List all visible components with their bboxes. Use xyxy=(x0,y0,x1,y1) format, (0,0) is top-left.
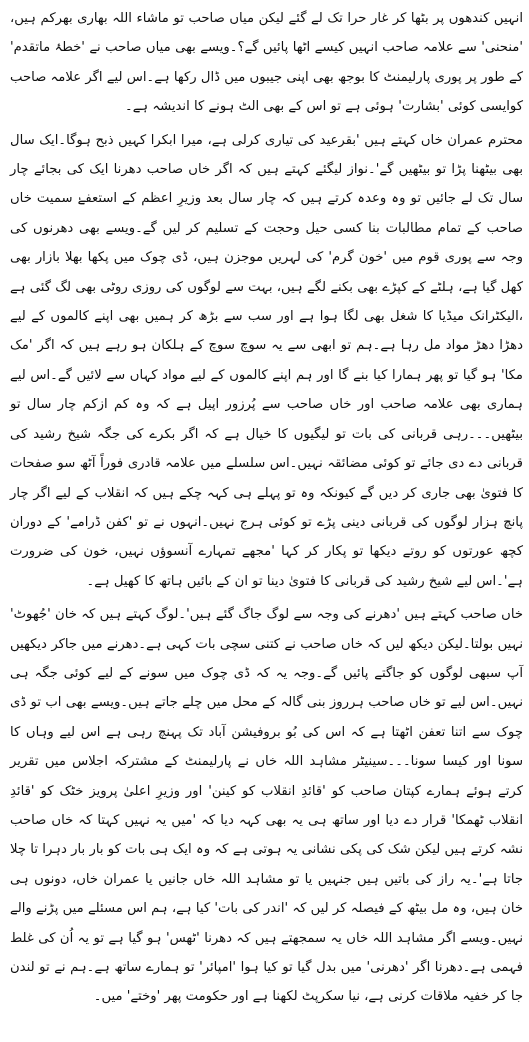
column-paragraph-3: خاں صاحب کہتے ہیں 'دھرنے کی وجہ سے لوگ جاگ گئے ہیں'۔لوگ کہتے ہیں کہ خان 'جُھوٹ' نہیں بولتا۔لیکن دیکھ لیں کہ خاں صاحب نے کتنی سچی بات کہی ہے۔دھرنے میں جاکر دیکھیں آپ سبھی لوگوں کو جاگتے پائیں گے۔وجہ یہ کہ ڈی چوک میں سونے کے لیے کوئی جگہ ہی نہیں۔اس لیے تو خاں صاحب ہرروز بنی گالہ کے محل میں چلے جاتے ہیں۔ویسے بھی اب تو ڈی چوک سے اتنا تعفن اٹھتا ہے کہ اس کی بُو بروفیشن آباد تک پہنچ رہی ہے اس لیے وہاں کا سونا اور کیسا سونا۔۔۔سینیٹر مشاہد اللہ خاں نے پارلیمنٹ کے مشترکہ اجلاس میں تقریر کرتے ہوئے ہمارے کپتان صاحب کو 'قائدِ انقلاب کو کینن' اور وزیرِ اعلیٰ پرویز خٹک کو 'قائدِ انقلاب ٹھمکا' قرار دے دیا اور ساتھ ہی یہ بھی کہہ دیا کہ 'میں یہ نہیں کہتا کہ خاں صاحب نشہ کرتے ہیں لیکن شک کی پکی نشانی یہ ہوتی ہے کہ وہ ایک ہی بات کو بار بار دہرا تا چلا جاتا ہے'۔یہ راز کی باتیں ہیں جنہیں یا تو مشاہد اللہ خاں جانیں یا عمران خاں، دونوں ہی خان ہیں، وہ مل بیٹھ کے فیصلہ کر لیں کہ 'اندر کی بات' کیا ہے، ہم اس مسئلے میں پڑنے والے نہیں۔ویسے اگر مشاہد اللہ خاں یہ سمجھتے ہیں کہ دھرنا 'ٹھس' ہو گیا ہے تو یہ اُن کی غلط فہمی ہے۔دھرنا اگر 'دھرنی' میں بدل گیا تو کیا ہوا 'امپائر' تو ہمارے ساتھ ہے۔ہم نے تو لندن جا کر خفیہ ملاقات کرنی ہے، نیا سکرپٹ لکھنا ہے اور حکومت پھر 'وختے' میں۔ xyxy=(10,607,523,1005)
column-paragraph-1: انہیں کندھوں پر بٹھا کر غار حرا تک لے گئے لیکن میاں صاحب تو ماشاء اللہ بھاری بھرکم ہیں، 'منحنی' سے علامہ صاحب انہیں کیسے اٹھا پائیں گے؟۔ویسے بھی میاں صاحب نے 'خطۂ ماتقدم' کے طور پر پوری پارلیمنٹ کا بوجھ بھی اپنی جیبوں میں ڈال رکھا ہے۔اس لیے اگر علامہ صاحب کوایسی کوئی 'بشارت' ہوئی ہے تو اس کے بھی الٹ ہونے کا اندیشہ ہے۔ xyxy=(10,11,523,115)
column-paragraph-2: محترم عمران خاں کہتے ہیں 'بقرعید کی تیاری کرلی ہے، میرا ابکرا کہیں ذبح ہوگا۔ایک سال بھی بیٹھنا پڑا تو بیٹھیں گے'۔نواز لیگئے کہتے ہیں کہ اگر خاں صاحب دھرنا ایک کی بجائے چار سال تک لے جائیں تو وہ وعدہ کرتے ہیں کہ چار سال بعد وزیرِ اعظم کے استعفےٰ سمیت خاں صاحب کے تمام مطالبات بنا کسی حیل وحجت کے تسلیم کر لیں گے۔ویسے بھی دھرنوں کی وجہ سے پوری قوم میں 'خون گرم' کی لہریں موجزن ہیں، ڈی چوک میں پکھا بھلا بازار بھی کھل گیا ہے، ہلٹے کے کپڑے بھی بکنے لگے ہیں، بہت سے لوگوں کی روزی روٹی بھی لگ گئی ہے ،الیکٹرانک میڈیا کا شغل بھی لگا ہوا ہے اور سب سے بڑھ کر ہمیں بھی اپنے کالموں کے لیے دھڑا دھڑ مواد مل رہا ہے۔ہم تو ابھی سے یہ سوچ سوچ کے ہلکان ہو رہے ہیں کہ اگر 'مک مکا' ہو گیا تو پھر ہمارا کیا بنے گا اور ہم اپنے کالموں کے لیے مواد کہاں سے لائیں گے۔اس لیے ہماری بھی علامہ صاحب اور خاں صاحب سے پُرزور اپیل ہے کہ وہ کم ازکم چار سال تو بیٹھیں۔۔۔رہی قربانی کی بات تو لیگیوں کا خیال ہے کہ اگر بکرے کی جگہ شیخ رشید کی قربانی دے دی جائے تو کوئی مضائقہ نہیں۔اس سلسلے میں علامہ قادری فوراً آٹھ سو صفحات کا فتویٰ بھی جاری کر دیں گے کیونکہ وہ تو پہلے ہی کہہ چکے ہیں کہ انقلاب کے لیے اگر چار پانچ ہزار لوگوں کی قربانی دینی پڑے تو کوئی ہرج نہیں۔انہوں نے تو 'کفن ڈرامے' کے دوران کچھ عورتوں کو روتے دیکھا تو پکار کر کہا 'مجھے تمہارے آنسوؤں نہیں، خون کی ضرورت ہے'۔اس لیے شیخ رشید کی قربانی کا فتویٰ دینا تو ان کے بائیں ہاتھ کا کھیل ہے۔ xyxy=(10,132,523,589)
